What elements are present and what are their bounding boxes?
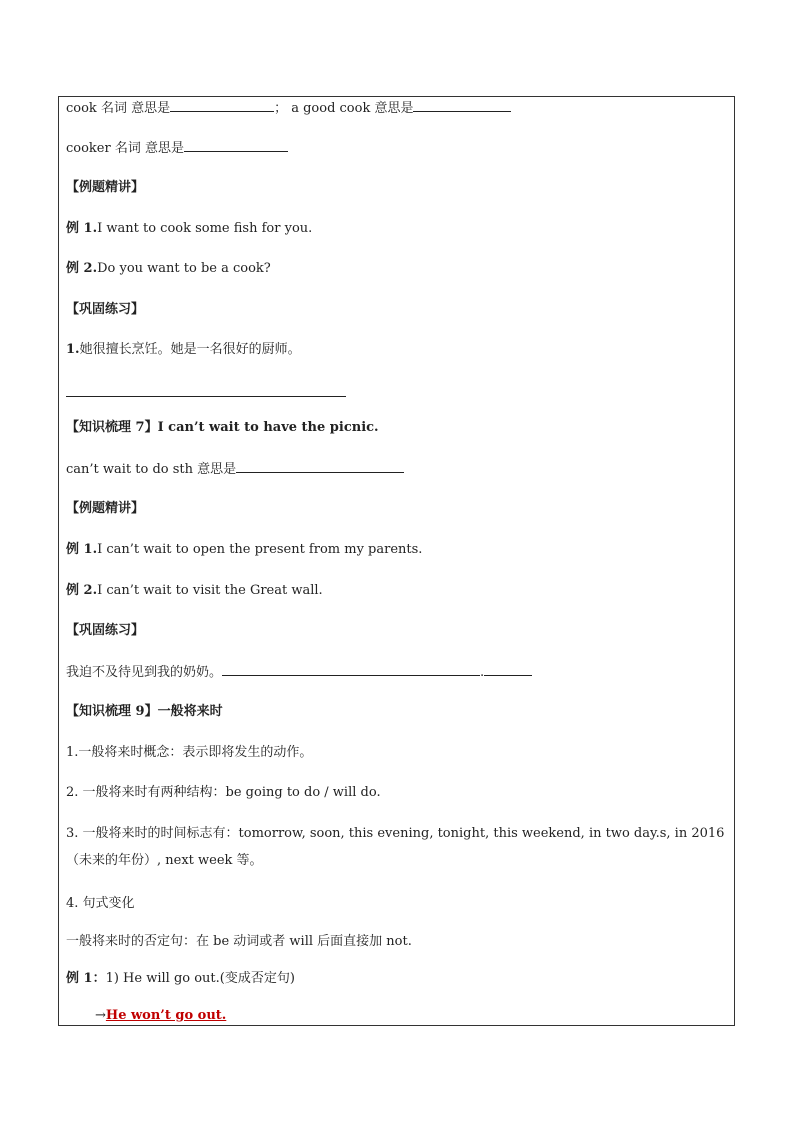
cant-wait-line [66, 460, 404, 479]
cook-line [66, 99, 511, 118]
cant-wait-label: can’t wait to do sth 意思是 [66, 462, 237, 477]
knowledge-title: 一般将来时 [157, 704, 223, 719]
good-cook-label: ； a good cook 意思是 [274, 101, 414, 116]
answer-blank[interactable] [484, 663, 532, 676]
answer-line[interactable] [66, 396, 346, 397]
knowledge-heading-9 [66, 703, 223, 721]
section-heading: 【例题精讲】 [66, 180, 145, 195]
example-text: Do you want to be a cook? [97, 261, 271, 276]
practice-number: 1. [66, 342, 80, 357]
answer-blank[interactable] [170, 99, 274, 112]
content-frame [58, 96, 735, 1026]
example-number: 例 2. [66, 261, 98, 276]
section-heading: 【巩固练习】 [66, 623, 145, 638]
practice-item [66, 341, 301, 359]
knowledge-heading-7 [66, 419, 379, 437]
section-heading: 【例题精讲】 [66, 501, 145, 516]
answer-line [95, 1007, 226, 1025]
practice-text: 她很擅长烹饪。她是一名很好的厨师。 [79, 342, 301, 357]
knowledge-label: 【知识梳理 7】 [66, 420, 158, 435]
practice-item [66, 663, 532, 682]
example-text: 1) He will go out.(变成否定句) [105, 971, 295, 986]
example-item [66, 541, 422, 559]
knowledge-title: I can’t wait to have the picnic. [157, 420, 379, 435]
arrow-icon: → [95, 1008, 106, 1023]
cook-label: cook 名词 意思是 [66, 101, 171, 116]
answer-blank[interactable] [184, 139, 288, 152]
section-heading: 【巩固练习】 [66, 302, 145, 317]
practice-text: 我迫不及待见到我的奶奶。 [66, 665, 223, 680]
practice-dot: . [480, 665, 485, 680]
answer-blank[interactable] [413, 99, 511, 112]
negative-rule: 一般将来时的否定句：在 be 动词或者 will 后面直接加 not. [66, 934, 412, 949]
example-text: I can’t wait to open the present from my parents. [97, 542, 423, 557]
knowledge-label: 【知识梳理 9】 [66, 704, 158, 719]
answer-text: He won’t go out. [105, 1008, 227, 1023]
example-text: I can’t wait to visit the Great wall. [97, 583, 323, 598]
note-4: 4. 句式变化 [66, 896, 135, 911]
example-number: 例 2. [66, 583, 98, 598]
example-item [66, 970, 295, 988]
example-number: 例 1. [66, 221, 98, 236]
note-3: 3. 一般将来时的时间标志有：tomorrow, soon, this evening, tonight, this weekend, in two day.s, in 2016（未来的年份）, next week 等。 [66, 826, 725, 868]
example-item [66, 220, 312, 238]
note-1: 1.一般将来时概念：表示即将发生的动作。 [66, 745, 313, 760]
example-number: 例 1. [66, 542, 98, 557]
example-number: 例 1： [66, 971, 106, 986]
note-2: 2. 一般将来时有两种结构：be going to do / will do. [66, 785, 381, 800]
cooker-label: cooker 名词 意思是 [66, 141, 184, 156]
answer-blank[interactable] [222, 663, 480, 676]
example-item [66, 260, 271, 278]
answer-blank[interactable] [236, 460, 404, 473]
cooker-line [66, 139, 288, 158]
example-text: I want to cook some fish for you. [97, 221, 313, 236]
example-item [66, 582, 323, 600]
